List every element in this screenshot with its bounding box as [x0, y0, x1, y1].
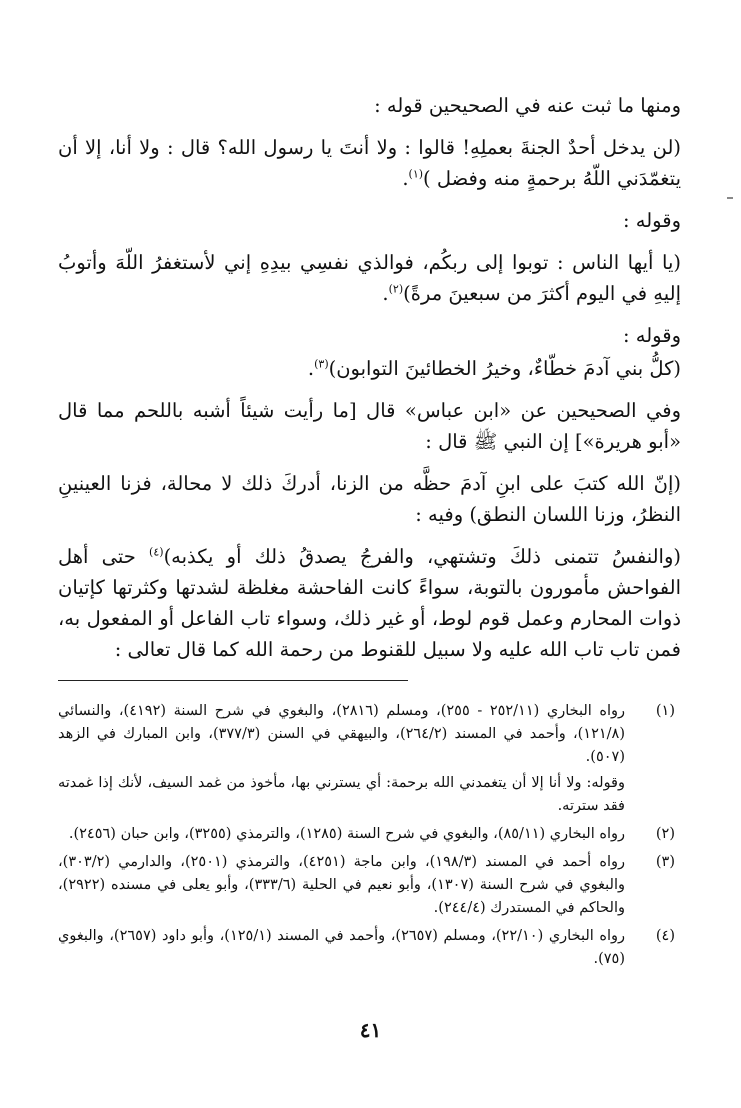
footnote-text: رواه أحمد في المسند (١٩٨/٣)، وابن ماجة (٤٢٥١)، والترمذي (٢٥٠١)، والدارمي (٣٠٣/٢)، والبغوي في شرح السنة (١٣٠٧)، وأبو نعيم في الحلية (٣٣٣/٦)، وأبو يعلى في مسنده (٢٩٢٢)، والحاكم في المستدرك (٢٤٤/٤). [58, 854, 625, 916]
hadith-3: (كلُّ بني آدمَ خطّاءٌ، وخيرُ الخطائينَ التوابون)$^{(٣)}$. [307, 357, 681, 380]
footnote-divider [58, 680, 408, 681]
paragraph-3 [58, 205, 681, 236]
footnote-number: (١) [655, 703, 675, 719]
hadith-2: (يا أيها الناس : توبوا إلى ربكُم، فوالذي نفسِي بيدِهِ إني لأستغفرُ اللّهَ وأتوبُ إليهِ في اليوم أكثرَ من سبعينَ مرةً)$^{(٢)}$. [58, 251, 681, 305]
paragraph-1 [58, 90, 681, 121]
paragraph-9 [58, 541, 681, 665]
hadith-4-text: (إنّ الله كتبَ على ابنِ آدمَ حظَّه من الزنا، أدركَ ذلك لا محالة، فزنا العينينِ النظرُ، وزنا اللسان النطق) وفيه : [58, 472, 681, 526]
hadith-2-text: (يا أيها الناس : توبوا إلى ربكُم، فوالذي نفسِي بيدِهِ إني لأستغفرُ اللّهَ وأتوبُ إليهِ في اليوم أكثرَ من سبعينَ مرةً) [58, 251, 681, 305]
paragraph-9-text: حتى أهل الفواحش مأمورون بالتوبة، سواءً كانت الفاحشة مغلظة لشدتها وكثرتها كإتيان ذوات المحارم وعمل قوم لوط، أو غير ذلك، وسواء تاب الفاعل أو المفعول به، فمن تاب تاب الله عليه ولا سبيل للقنوط من رحمة الله كما قال تعالى : [58, 545, 681, 661]
paragraph-5 [58, 320, 681, 351]
footnote-text: رواه البخاري (٢٥٢/١١ - ٢٥٥)، ومسلم (٢٨١٦)، والبغوي في شرح السنة (٤١٩٢)، والنسائي (١٢١/٨)، وأحمد في المسند (٢٦٤/٢)، والبيهقي في السنن (٣٧٧/٣)، وابن المبارك في الزهد (٥٠٧). [58, 703, 626, 765]
footnote-body [58, 925, 625, 971]
footnote-number: (٤) [655, 928, 675, 944]
hadith-5-text: (والنفسُ تتمنى ذلكَ وتشتهي، والفرجُ يصدقُ ذلك أو يكذبه) [163, 545, 682, 568]
footnote-subnote: وقوله: ولا أنا إلا أن يتغمدني الله برحمة: أي يسترني بها، مأخوذ من غمد السيف، لأنك إذا غمدته فقد سترته. [58, 775, 625, 814]
main-text [58, 90, 681, 676]
margin-mark [727, 197, 733, 199]
footnote-body [58, 851, 625, 920]
footnote-4 [58, 925, 681, 971]
footnote-body [58, 823, 625, 846]
hadith-3-text: (كلُّ بني آدمَ خطّاءٌ، وخيرُ الخطائينَ التوابون) [328, 357, 681, 380]
hadith-1: (لن يدخل أحدٌ الجنةَ بعملِهِ! قالوا : ولا أنتَ يا رسول الله؟ قال : ولا أنا، إلا أن يتغمّدَني اللّهُ برحمةٍ منه وفضل )$^{(١)}$. [58, 136, 681, 190]
footnote-text: رواه البخاري (٨٥/١١)، والبغوي في شرح السنة (١٢٨٥)، والترمذي (٣٢٥٥)، وابن حبان (٢٤٥٦). [68, 826, 625, 842]
hadith-4 [58, 468, 681, 530]
footnotes [58, 700, 681, 976]
footnote-1 [58, 700, 681, 818]
paragraph-7-text: وفي الصحيحين عن «ابن عباس» قال [ما رأيت شيئاً أشبه باللحم مما قال «أبو هريرة»] إن النبي ﷺ قال : [58, 399, 681, 453]
footnote-2 [58, 823, 681, 846]
footnote-number: (٢) [655, 826, 675, 842]
footnote-text: رواه البخاري (٢٢/١٠)، ومسلم (٢٦٥٧)، وأحمد في المسند (١٢٥/١)، وأبو داود (٢٦٥٧)، والبغوي (٧٥). [58, 928, 625, 967]
footnote-ref-1[interactable]: (١) [408, 167, 424, 181]
paragraph-1-text: ومنها ما ثبت عنه في الصحيحين قوله : [374, 94, 681, 117]
footnote-3 [58, 851, 681, 920]
footnote-ref-2[interactable]: (٢) [388, 282, 404, 296]
paragraph-7 [58, 395, 681, 457]
footnote-ref-3[interactable]: (٣) [314, 357, 329, 371]
footnote-ref-4[interactable]: (٤) [149, 545, 164, 559]
paragraph-3-text: وقوله : [623, 209, 681, 232]
footnote-body [58, 700, 625, 818]
footnote-number: (٣) [655, 854, 675, 870]
hadith-1-text: (لن يدخل أحدٌ الجنةَ بعملِهِ! قالوا : ولا أنتَ يا رسول الله؟ قال : ولا أنا، إلا أن يتغمّدَني اللّهُ برحمةٍ منه وفضل ) [58, 136, 681, 190]
paragraph-5-text: وقوله : [623, 324, 681, 347]
page-number: ٤١ [359, 1018, 382, 1042]
